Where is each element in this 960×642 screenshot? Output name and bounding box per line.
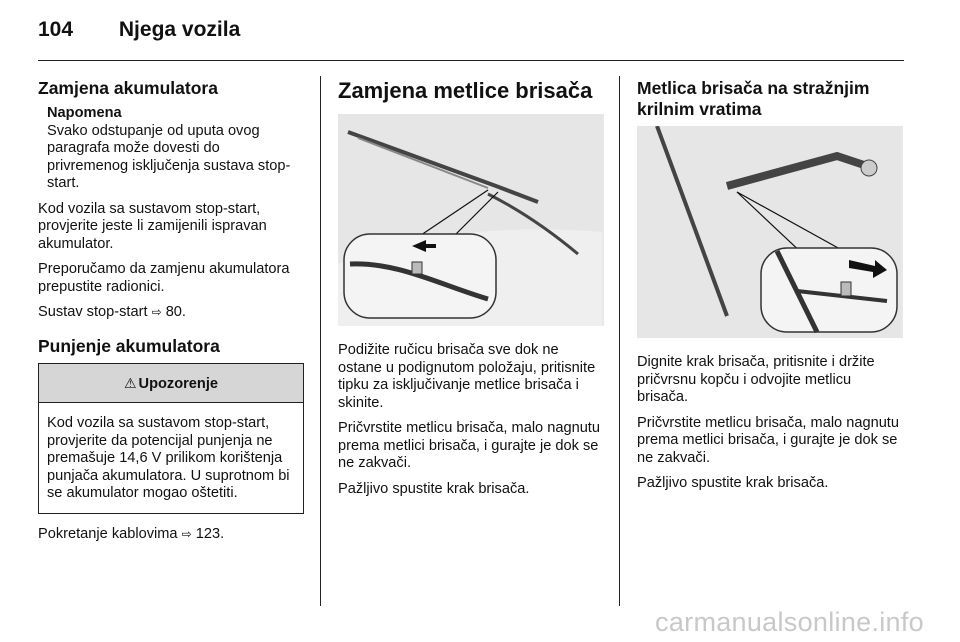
watermark: carmanualsonline.info	[655, 607, 924, 637]
wiper-blade-illustration	[338, 114, 604, 326]
warning-box	[38, 363, 304, 514]
cross-reference: Pokretanje kablovima ⇨ 123.	[38, 525, 225, 542]
cross-reference: Sustav stop-start ⇨ 80.	[38, 304, 186, 320]
paragraph: Pričvrstite metlicu brisača, malo nagnutu prema metlici brisača, i gurajte je dok se ne zakvači.	[338, 420, 600, 471]
header-rule	[38, 60, 904, 61]
column-divider	[619, 76, 620, 606]
arrow-right-icon: ⇨	[181, 526, 192, 541]
warning-title: Upozorenje	[138, 375, 219, 392]
paragraph: Preporučamo da zamjenu akumulatora prepustite radionici.	[38, 261, 290, 295]
section-heading: Punjenje akumulatora	[38, 335, 220, 356]
column-divider	[320, 76, 321, 606]
warning-text: Kod vozila sa sustavom stop-start, provjerite da potencijal punjenja ne premašuje 14,6 V prilikom korištenja punjača akumulatora. U suprotnom bi se akumulator mogao oštetiti.	[47, 415, 290, 501]
chapter-title: Njega vozila	[118, 18, 241, 41]
reference-link[interactable]: 80.	[165, 304, 186, 320]
paragraph: Dignite krak brisača, pritisnite i držite pričvrsnu kopču i odvojite metlicu brisača.	[637, 354, 875, 405]
section-heading: Zamjena akumulatora	[38, 78, 218, 98]
warning-header	[39, 364, 303, 404]
page-header	[38, 18, 240, 42]
paragraph: Pažljivo spustite krak brisača.	[338, 480, 530, 497]
paragraph: Kod vozila sa sustavom stop-start, provjerite jeste li zamijenili ispravan akumulator.	[38, 200, 267, 252]
column-3	[637, 78, 903, 501]
note-box	[38, 105, 304, 193]
paragraph: Podižite ručicu brisača sve dok ne ostane u podignutom položaju, pritisnite tipku za isključivanje metlice brisača i skinite.	[338, 342, 596, 411]
note-text: Svako odstupanje od uputa ovog paragrafa može dovesti do privremenog isključenja sustava stop-start.	[47, 122, 291, 191]
section-heading: Metlica brisača na stražnjim krilnim vratima	[637, 78, 870, 119]
paragraph: Pažljivo spustite krak brisača.	[637, 475, 829, 491]
page-number: 104	[38, 18, 74, 41]
rear-wiper-illustration	[637, 126, 903, 338]
column-1	[38, 78, 304, 551]
paragraph: Pričvrstite metlicu brisača, malo nagnutu prema metlici brisača, i gurajte je dok se ne zakvači.	[637, 414, 899, 466]
section-heading: Zamjena metlice brisača	[338, 78, 593, 103]
arrow-right-icon: ⇨	[151, 305, 162, 319]
column-2	[338, 78, 604, 506]
note-title: Napomena	[47, 105, 122, 121]
reference-link[interactable]: 123.	[195, 525, 225, 542]
warning-triangle-icon: ⚠	[123, 374, 137, 391]
